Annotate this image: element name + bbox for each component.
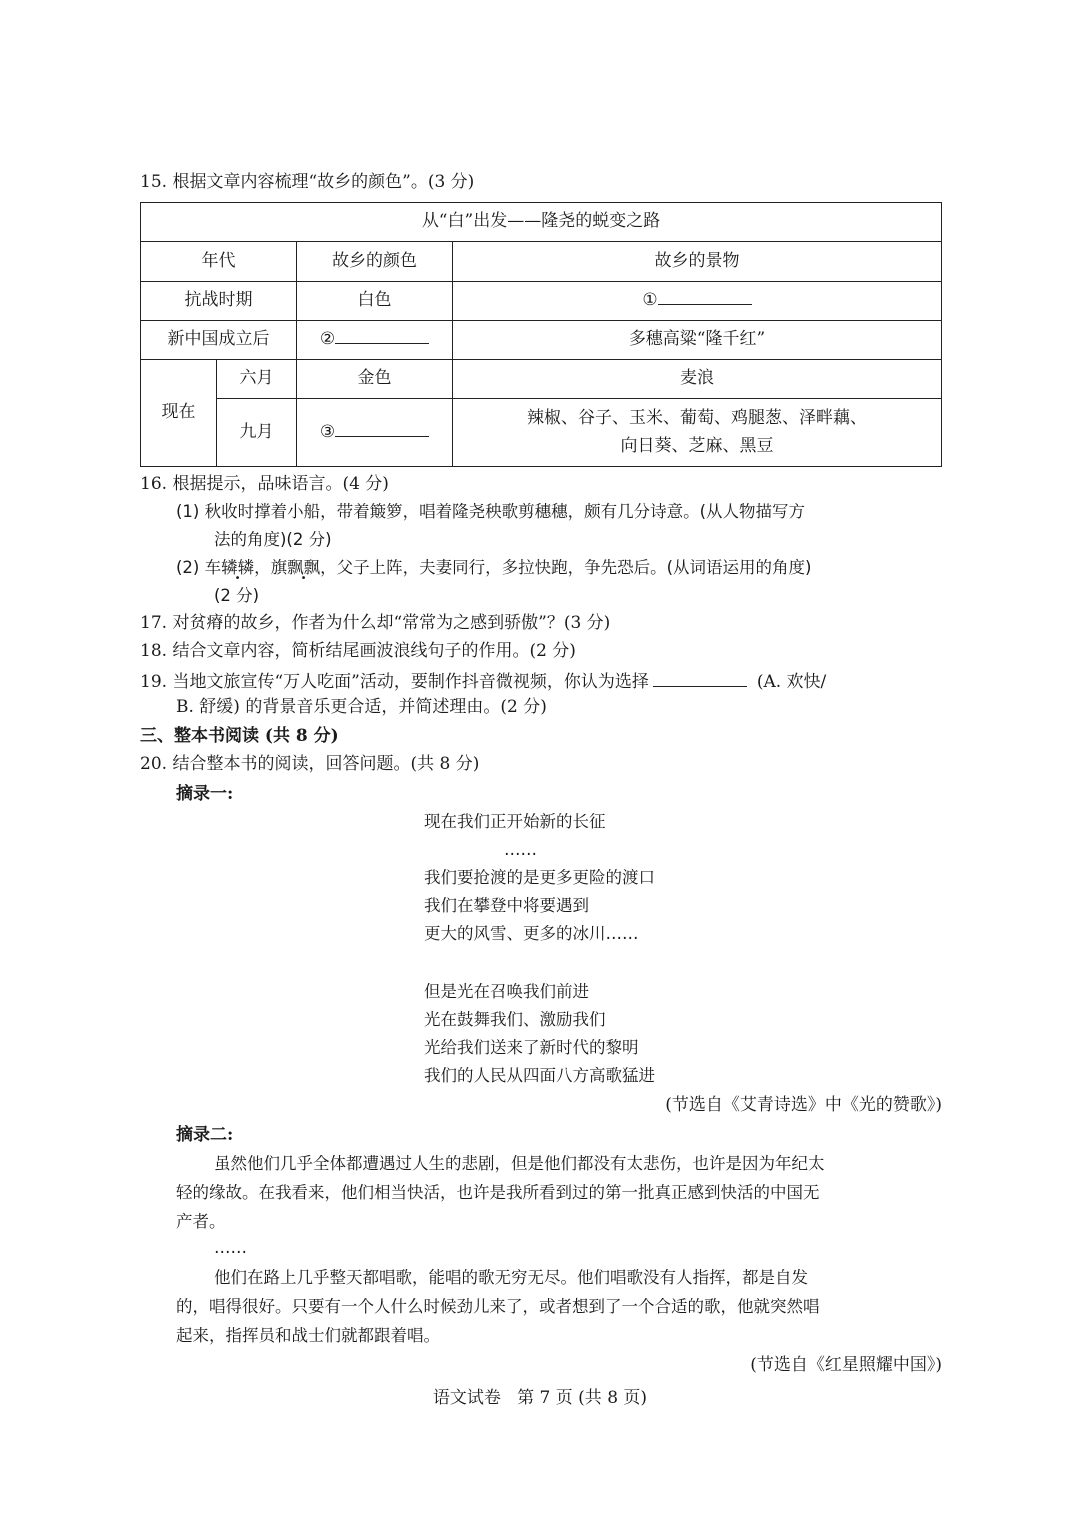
para2-line: 的，唱得很好。只要有一个人什么时候劲儿来了，或者想到了一个合适的歌，他就突然唱 xyxy=(176,1297,820,1316)
q16-item2-mid: ，旗 xyxy=(254,558,288,577)
excerpt2-label: 摘录二: xyxy=(176,1125,234,1145)
header-era: 年代 xyxy=(141,242,297,282)
row3-era: 现在 xyxy=(141,360,217,467)
q19-line1 xyxy=(140,669,826,692)
row1-scene xyxy=(453,282,942,321)
q18: 18. 结合文章内容，简析结尾画波浪线句子的作用。(2 分) xyxy=(140,641,576,661)
header-scene: 故乡的景物 xyxy=(453,242,942,282)
poem-line: 我们在攀登中将要遇到 xyxy=(424,896,589,915)
para2-line: 起来，指挥员和战士们就都跟着唱。 xyxy=(176,1326,440,1345)
row3-color1: 金色 xyxy=(297,360,453,399)
poem-line: …… xyxy=(504,840,537,859)
answer-blank-2[interactable] xyxy=(335,326,429,344)
q19-line2: B. 舒缓) 的背景音乐更合适，并简述理由。(2 分) xyxy=(176,697,547,717)
source2: (节选自《红星照耀中国》) xyxy=(750,1355,942,1375)
poem-line: 但是光在召唤我们前进 xyxy=(424,982,589,1001)
poem-line: 现在我们正开始新的长征 xyxy=(424,812,606,831)
para1-line: 产者。 xyxy=(176,1212,226,1231)
q16-item2-prefix: (2) 车 xyxy=(176,558,222,577)
row3-color2 xyxy=(297,399,453,467)
section3-heading: 三、整本书阅读 (共 8 分) xyxy=(140,726,339,746)
q16-item1-line2: 法的角度)(2 分) xyxy=(214,530,332,549)
ellipsis: …… xyxy=(214,1238,247,1257)
para1-line: 虽然他们几乎全体都遭遇过人生的悲剧，但是他们都没有太悲伤，也许是因为年纪太 xyxy=(214,1154,825,1173)
blank-marker-3: ③ xyxy=(319,421,336,442)
q19-prefix: 19. 当地文旅宣传“万人吃面”活动，要制作抖音微视频，你认为选择 xyxy=(140,672,649,692)
scene2-line1: 辣椒、谷子、玉米、葡萄、鸡腿葱、泽畔藕、 xyxy=(527,408,867,429)
poem-line: 更大的风雪、更多的冰川…… xyxy=(424,924,639,943)
row2-scene: 多穗高粱“隆千红” xyxy=(453,321,942,360)
q17: 17. 对贫瘠的故乡，作者为什么却“常常为之感到骄傲”？(3 分) xyxy=(140,613,611,633)
q20-title: 20. 结合整本书的阅读，回答问题。(共 8 分) xyxy=(140,754,480,774)
q19-suffix: (A. 欢快/ xyxy=(756,672,827,692)
q16-item2-line1 xyxy=(176,558,812,578)
q16-title: 16. 根据提示，品味语言。(4 分) xyxy=(140,474,389,494)
poem-line: 我们要抢渡的是更多更险的渡口 xyxy=(424,868,655,887)
scene2-line2: 向日葵、芝麻、黑豆 xyxy=(620,435,774,456)
poem-line: 光在鼓舞我们、激励我们 xyxy=(424,1010,606,1029)
q16-item1-line1: (1) 秋收时撑着小船，带着簸箩，唱着隆尧秧歌剪穗穗，颇有几分诗意。(从人物描写方 xyxy=(176,502,806,521)
dotted-word-1: 辚辚 xyxy=(221,558,255,577)
header-color: 故乡的颜色 xyxy=(297,242,453,282)
answer-blank-1[interactable] xyxy=(658,287,752,305)
color-table xyxy=(140,202,942,467)
para1-line: 轻的缘故。在我看来，他们相当快活，也许是我所看到过的第一批真正感到快活的中国无 xyxy=(176,1183,820,1202)
q15-title: 15. 根据文章内容梳理“故乡的颜色”。(3 分) xyxy=(140,172,475,192)
excerpt1-label: 摘录一: xyxy=(176,784,234,804)
q19-answer-blank[interactable] xyxy=(653,669,747,687)
row2-era: 新中国成立后 xyxy=(141,321,297,360)
row3-month1: 六月 xyxy=(217,360,297,399)
row3-month2: 九月 xyxy=(217,399,297,467)
dotted-word-2: 飘飘 xyxy=(287,558,321,577)
answer-blank-3[interactable] xyxy=(335,419,429,437)
row1-era: 抗战时期 xyxy=(141,282,297,321)
source1: (节选自《艾青诗选》中《光的赞歌》) xyxy=(665,1095,942,1115)
row3-scene2 xyxy=(453,399,942,467)
poem-line: 光给我们送来了新时代的黎明 xyxy=(424,1038,639,1057)
row3-scene1: 麦浪 xyxy=(453,360,942,399)
row1-color: 白色 xyxy=(297,282,453,321)
q16-item2-rest: ，父子上阵，夫妻同行，多拉快跑，争先恐后。(从词语运用的角度) xyxy=(320,558,812,577)
table-title: 从“白”出发——隆尧的蜕变之路 xyxy=(141,203,942,242)
para2-line: 他们在路上几乎整天都唱歌，能唱的歌无穷无尽。他们唱歌没有人指挥，都是自发 xyxy=(214,1268,808,1287)
row2-color xyxy=(297,321,453,360)
poem-line: 我们的人民从四面八方高歌猛进 xyxy=(424,1066,655,1085)
blank-marker-1: ① xyxy=(642,290,658,311)
q16-item2-line2: (2 分) xyxy=(214,586,260,605)
blank-marker-2: ② xyxy=(319,329,336,350)
page-footer: 语文试卷 第 7 页 (共 8 页) xyxy=(432,1388,648,1408)
